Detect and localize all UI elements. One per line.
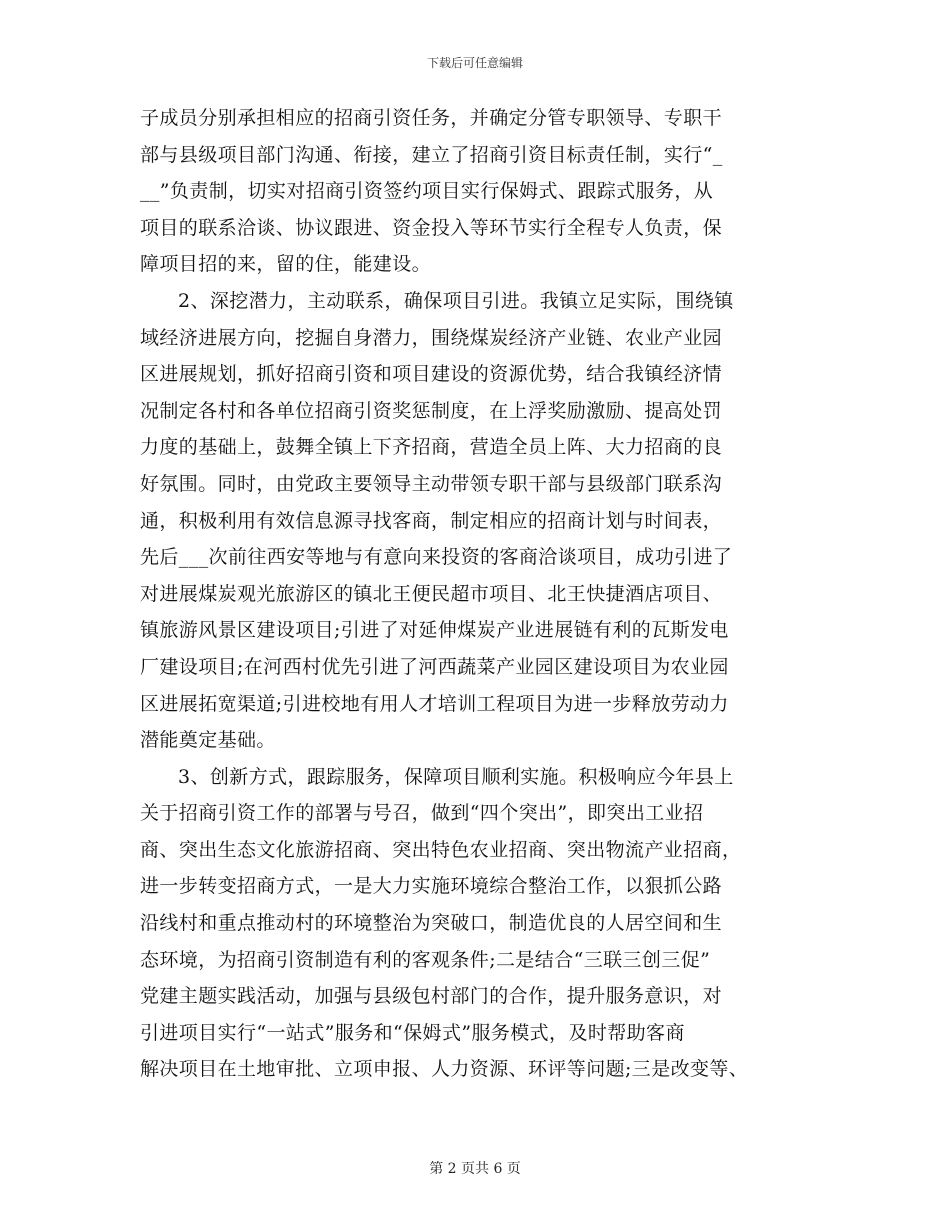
body-text-line: 态环境，为招商引资制造有利的客观条件;二是结合“三联三创三促” [140, 948, 711, 971]
document-body [140, 100, 830, 1088]
body-text-line: 好氛围。同时，由党政主要领导主动带领专职干部与县级部门联系沟 [140, 472, 723, 495]
body-text-line: 先后___次前往西安等地与有意向来投资的客商洽谈项目，成功引进了 [140, 546, 733, 569]
body-text-line: 2、深挖潜力，主动联系，确保项目引进。我镇立足实际，围绕镇 [178, 289, 734, 312]
body-text-line: 党建主题实践活动，加强与县级包村部门的合作，提升服务意识，对 [140, 985, 723, 1008]
page-header-note: 下载后可任意编辑 [426, 56, 523, 70]
body-text-line: 3、创新方式，跟踪服务，保障项目顺利实施。积极响应今年县上 [178, 765, 734, 788]
body-text-line: 引进项目实行“一站式”服务和“保姆式”服务模式，及时帮助客商 [140, 1021, 685, 1044]
body-text-line: 镇旅游风景区建设项目;引进了对延伸煤炭产业进展链有利的瓦斯发电 [140, 619, 729, 642]
body-text-line: __”负责制，切实对招商引资签约项目实行保姆式、跟踪式服务，从 [140, 180, 714, 203]
body-text-line: 部与县级项目部门沟通、衔接，建立了招商引资目标责任制，实行“_ [140, 143, 723, 166]
body-text-line: 沿线村和重点推动村的环境整治为突破口，制造优良的人居空间和生 [140, 912, 723, 935]
body-text-line: 项目的联系洽谈、协议跟进、资金投入等环节实行全程专人负责，保 [140, 216, 723, 239]
body-text-line: 潜能奠定基础。 [140, 729, 276, 752]
page-number: 第 2 页共 6 页 [429, 1161, 521, 1177]
body-text-line: 厂建设项目;在河西村优先引进了河西蔬菜产业园区建设项目为农业园 [140, 655, 729, 678]
body-text-line: 商、突出生态文化旅游招商、突出特色农业招商、突出物流产业招商， [140, 838, 742, 861]
body-text-line: 况制定各村和各单位招商引资奖惩制度，在上浮奖励激励、提高处罚 [140, 399, 723, 422]
body-text-line: 通，积极利用有效信息源寻找客商，制定相应的招商计划与时间表， [140, 509, 723, 532]
body-text-line: 对进展煤炭观光旅游区的镇北王便民超市项目、北王快捷酒店项目、 [140, 582, 723, 605]
body-text-line: 解决项目在土地审批、立项申报、人力资源、环评等问题;三是改变等、 [140, 1058, 749, 1081]
body-text-line: 障项目招的来，留的住，能建设。 [140, 253, 432, 276]
body-text-line: 子成员分别承担相应的招商引资任务，并确定分管专职领导、专职干 [140, 107, 723, 129]
body-text-line: 进一步转变招商方式，一是大力实施环境综合整治工作，以狠抓公路 [140, 875, 723, 898]
body-text-line: 力度的基础上，鼓舞全镇上下齐招商，营造全员上阵、大力招商的良 [140, 436, 723, 459]
body-text-line: 区进展规划，抓好招商引资和项目建设的资源优势，结合我镇经济情 [140, 363, 723, 386]
body-text-line: 区进展拓宽渠道;引进校地有用人才培训工程项目为进一步释放劳动力 [140, 692, 729, 715]
body-text-line: 关于招商引资工作的部署与号召，做到“四个突出”，即突出工业招 [140, 802, 704, 825]
body-text-line: 域经济进展方向，挖掘自身潜力，围绕煤炭经济产业链、农业产业园 [140, 326, 723, 349]
